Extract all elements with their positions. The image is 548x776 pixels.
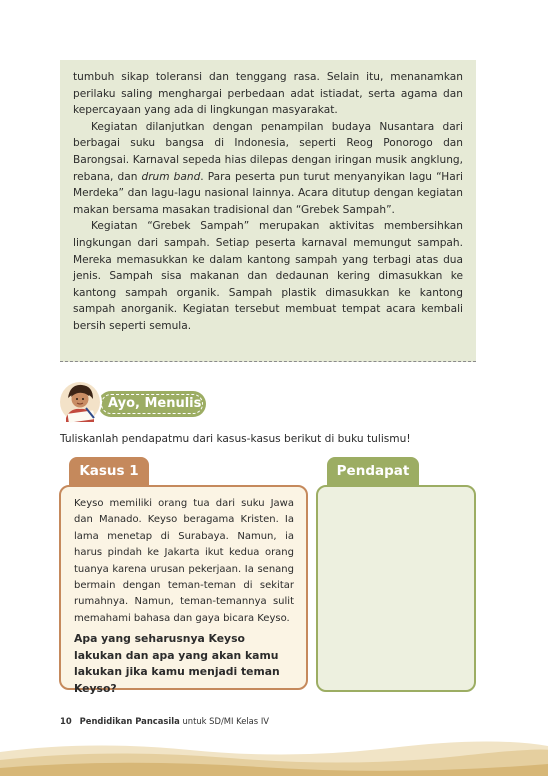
decorative-waves	[0, 738, 548, 776]
book-title: Pendidikan Pancasila	[79, 716, 180, 726]
page-number: 10	[60, 716, 72, 726]
kasus-description: Keyso memiliki orang tua dari suku Jawa dan Manado. Keyso beragama Kristen. Ia lama menetap di Surabaya. Namun, ia harus pindah ke Jakarta ikut kedua orang tuanya karena urusan pekerjaan. Ia senang bermain dengan teman-teman di sekitar rumahnya. Namun, teman-temannya sulit memahami bahasa dan gaya bicara Keyso.	[74, 498, 294, 624]
banner-label: Ayo, Menulis	[108, 396, 202, 411]
paragraph-1: tumbuh sikap toleransi dan tenggang rasa. Selain itu, menanamkan perilaku saling menghargai perbedaan adat istiadat, serta agama dan kepercayaan yang ada di lingkungan masyarakat.	[73, 71, 463, 117]
kasus-question: Apa yang seharusnya Keyso lakukan dan apa yang akan kamu lakukan jika kamu menjadi teman Keyso?	[74, 632, 280, 695]
reading-passage	[60, 60, 476, 362]
tab-pendapat: Pendapat	[327, 457, 419, 487]
kasus-card	[59, 485, 308, 695]
pendapat-answer-area	[316, 485, 476, 692]
tab-kasus: Kasus 1	[69, 457, 149, 487]
paragraph-3: Kegiatan “Grebek Sampah” merupakan aktivitas membersihkan lingkungan dari sampah. Setiap peserta karnaval memungut sampah. Mereka memasukkan ke dalam kantong sampah yang terbagi atas dua jenis. Sampah sisa makanan dan dedaunan kering dimasukkan ke kantong sampah organik. Sampah plastik dimasukkan ke kantong sampah anorganik. Kegiatan tersebut membuat tempat acara kembali bersih seperti semula.	[73, 220, 463, 332]
paragraph-2-italic: drum band	[141, 170, 201, 183]
writing-girl-icon	[56, 378, 104, 426]
paragraph-2-text-a: Kegiatan dilanjutkan dengan penampilan budaya Nusantara dari berbagai suku bangsa di Indonesia, seperti Reog Ponorogo dan Barongsai. Karnaval sepeda hias dilepas dengan iringan musik angklung, rebana, dan	[73, 120, 463, 183]
instruction-text: Tuliskanlah pendapatmu dari kasus-kasus berikut di buku tulismu!	[60, 433, 411, 445]
paragraph-2-text-b: . Para peserta pun turut menyanyikan lagu “Hari Merdeka” dan lagu-lagu nasional lainnya. Acara ditutup dengan kegiatan makan bersama masakan tradisional dan “Grebek Sampah”.	[73, 170, 463, 216]
page-footer	[60, 716, 269, 726]
book-subtitle: untuk SD/MI Kelas IV	[179, 716, 270, 726]
paragraph-2	[73, 119, 463, 219]
